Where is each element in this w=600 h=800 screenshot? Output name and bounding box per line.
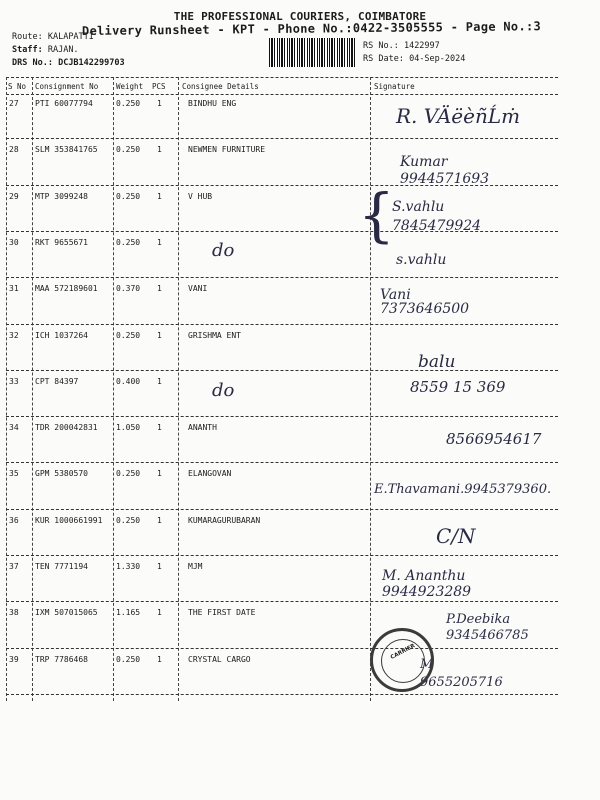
cell-sno: 35 (9, 469, 19, 478)
ditto-mark: do (212, 380, 235, 401)
staff-value: RAJAN. (47, 45, 79, 55)
drs-label: DRS No.: (12, 58, 53, 68)
cell-pcs: 1 (157, 284, 162, 293)
cell-weight: 0.250 (116, 469, 141, 478)
col-header-sno: S No (8, 82, 27, 91)
cell-consignment-no: IXM 507015065 (35, 608, 98, 617)
row-divider (6, 324, 558, 325)
cell-pcs: 1 (157, 377, 162, 386)
cell-sno: 36 (9, 516, 19, 525)
company-title: THE PROFESSIONAL COURIERS, COIMBATORE (173, 10, 427, 23)
cell-pcs: 1 (157, 608, 162, 617)
drs-line (12, 58, 125, 68)
company-stamp (370, 628, 434, 692)
cell-weight: 0.250 (116, 331, 141, 340)
cell-consignment-no: TDR 200042831 (35, 423, 98, 432)
column-divider (113, 77, 114, 701)
row-divider (6, 509, 558, 510)
cell-sno: 32 (9, 331, 19, 340)
drs-value: DCJB142299703 (58, 58, 125, 68)
row-divider (6, 416, 558, 417)
rs-no-value: 1422997 (403, 41, 440, 51)
col-header-consignee: Consignee Details (182, 82, 259, 91)
row-divider (6, 648, 558, 649)
rs-date-label: RS Date: (363, 54, 404, 64)
row-divider (6, 601, 558, 602)
signature: s.vahlu (396, 252, 447, 268)
cell-consignment-no: CPT 84397 (35, 377, 79, 386)
row-divider (6, 555, 558, 556)
cell-weight: 0.400 (116, 377, 141, 386)
signature: P.Deebika 9345466785 (446, 612, 529, 643)
cell-weight: 0.370 (116, 284, 141, 293)
cell-pcs: 1 (157, 469, 162, 478)
cell-consignment-no: TEN 7771194 (35, 562, 88, 571)
cell-sno: 39 (9, 655, 19, 664)
cell-sno: 38 (9, 608, 19, 617)
cell-consignee: KUMARAGURUBARAN (188, 516, 261, 525)
table-top-rule (6, 77, 558, 78)
cell-consignment-no: KUR 1000661991 (35, 516, 103, 525)
staff-line (12, 45, 79, 55)
cell-sno: 27 (9, 99, 19, 108)
row-divider (6, 694, 558, 695)
signature: S.vahlu 7845479924 (392, 199, 482, 234)
cell-weight: 0.250 (116, 516, 141, 525)
row-divider (6, 138, 558, 139)
cell-sno: 33 (9, 377, 19, 386)
cell-pcs: 1 (157, 423, 162, 432)
cell-pcs: 1 (157, 192, 162, 201)
column-divider (6, 77, 7, 701)
rs-date-value: 04-Sep-2024 (409, 54, 466, 64)
signature: M 9655205716 (420, 657, 503, 690)
cell-consignment-no: MTP 3099248 (35, 192, 88, 201)
signature: balu (418, 352, 456, 372)
signature: 8559 15 369 (410, 378, 506, 396)
signature: M. Ananthu 9944923289 (382, 568, 472, 600)
stamp-text: CARRIER (389, 643, 417, 661)
route-line (12, 32, 94, 42)
cell-pcs: 1 (157, 238, 162, 247)
cell-consignment-no: PTI 60077794 (35, 99, 93, 108)
cell-consignee: ANANTH (188, 423, 217, 432)
col-header-pcs: PCS (152, 82, 166, 91)
signature: Vani 7373646500 (380, 287, 470, 317)
column-divider (32, 77, 33, 701)
cell-consignee: BINDHU ENG (188, 99, 237, 108)
cell-sno: 34 (9, 423, 19, 432)
cell-pcs: 1 (157, 516, 162, 525)
column-divider (178, 77, 179, 701)
cell-sno: 29 (9, 192, 19, 201)
cell-consignment-no: SLM 353841765 (35, 145, 98, 154)
cell-consignment-no: TRP 7786468 (35, 655, 88, 664)
signature: R. VÄëèñĹṁ (396, 104, 521, 128)
cell-consignee: CRYSTAL CARGO (188, 655, 251, 664)
header-bottom-rule (6, 94, 558, 95)
rs-no-line (363, 41, 440, 51)
route-value: KALAPATTI (47, 32, 94, 42)
rs-no-label: RS No.: (363, 41, 399, 51)
cell-pcs: 1 (157, 562, 162, 571)
row-divider (6, 277, 558, 278)
ditto-mark: do (212, 240, 235, 261)
barcode (269, 38, 356, 67)
row-divider (6, 370, 558, 371)
cell-weight: 0.250 (116, 99, 141, 108)
cell-consignee: GRISHMA ENT (188, 331, 241, 340)
cell-pcs: 1 (157, 99, 162, 108)
cell-consignee: VANI (188, 284, 208, 293)
signature: 8566954617 (446, 430, 542, 448)
col-header-weight: Weight (116, 82, 144, 91)
rs-date-line (363, 54, 465, 64)
cell-pcs: 1 (157, 145, 162, 154)
cell-consignee: THE FIRST DATE (188, 608, 256, 617)
cell-pcs: 1 (157, 655, 162, 664)
brace-mark: { (358, 181, 395, 249)
cell-consignee: NEWMEN FURNITURE (188, 145, 266, 154)
route-label: Route: (12, 32, 43, 42)
cell-pcs: 1 (157, 331, 162, 340)
cell-weight: 0.250 (116, 238, 141, 247)
cell-sno: 28 (9, 145, 19, 154)
cell-weight: 0.250 (116, 192, 141, 201)
cell-sno: 31 (9, 284, 19, 293)
cell-weight: 0.250 (116, 655, 141, 664)
signature: C/N (436, 524, 476, 548)
cell-weight: 1.165 (116, 608, 141, 617)
cell-sno: 30 (9, 238, 19, 247)
cell-consignee: V HUB (188, 192, 213, 201)
cell-consignee: ELANGOVAN (188, 469, 232, 478)
row-divider (6, 462, 558, 463)
cell-weight: 1.330 (116, 562, 141, 571)
cell-consignment-no: MAA 572189601 (35, 284, 98, 293)
cell-consignee: MJM (188, 562, 203, 571)
cell-sno: 37 (9, 562, 19, 571)
column-divider (370, 77, 371, 701)
cell-weight: 1.050 (116, 423, 141, 432)
cell-consignment-no: ICH 1037264 (35, 331, 88, 340)
cell-weight: 0.250 (116, 145, 141, 154)
signature: E.Thavamani.9945379360. (374, 482, 552, 497)
cell-consignment-no: RKT 9655671 (35, 238, 88, 247)
cell-consignment-no: GPM 5380570 (35, 469, 88, 478)
signature: Kumar 9944571693 (400, 154, 490, 187)
runsheet-title: Delivery Runsheet - KPT - Phone No.:0422-3505555 - Page No.:3 (81, 19, 542, 38)
staff-label: Staff: (12, 45, 43, 55)
col-header-signature: Signature (374, 82, 415, 91)
col-header-consignment: Consignment No (35, 82, 99, 91)
